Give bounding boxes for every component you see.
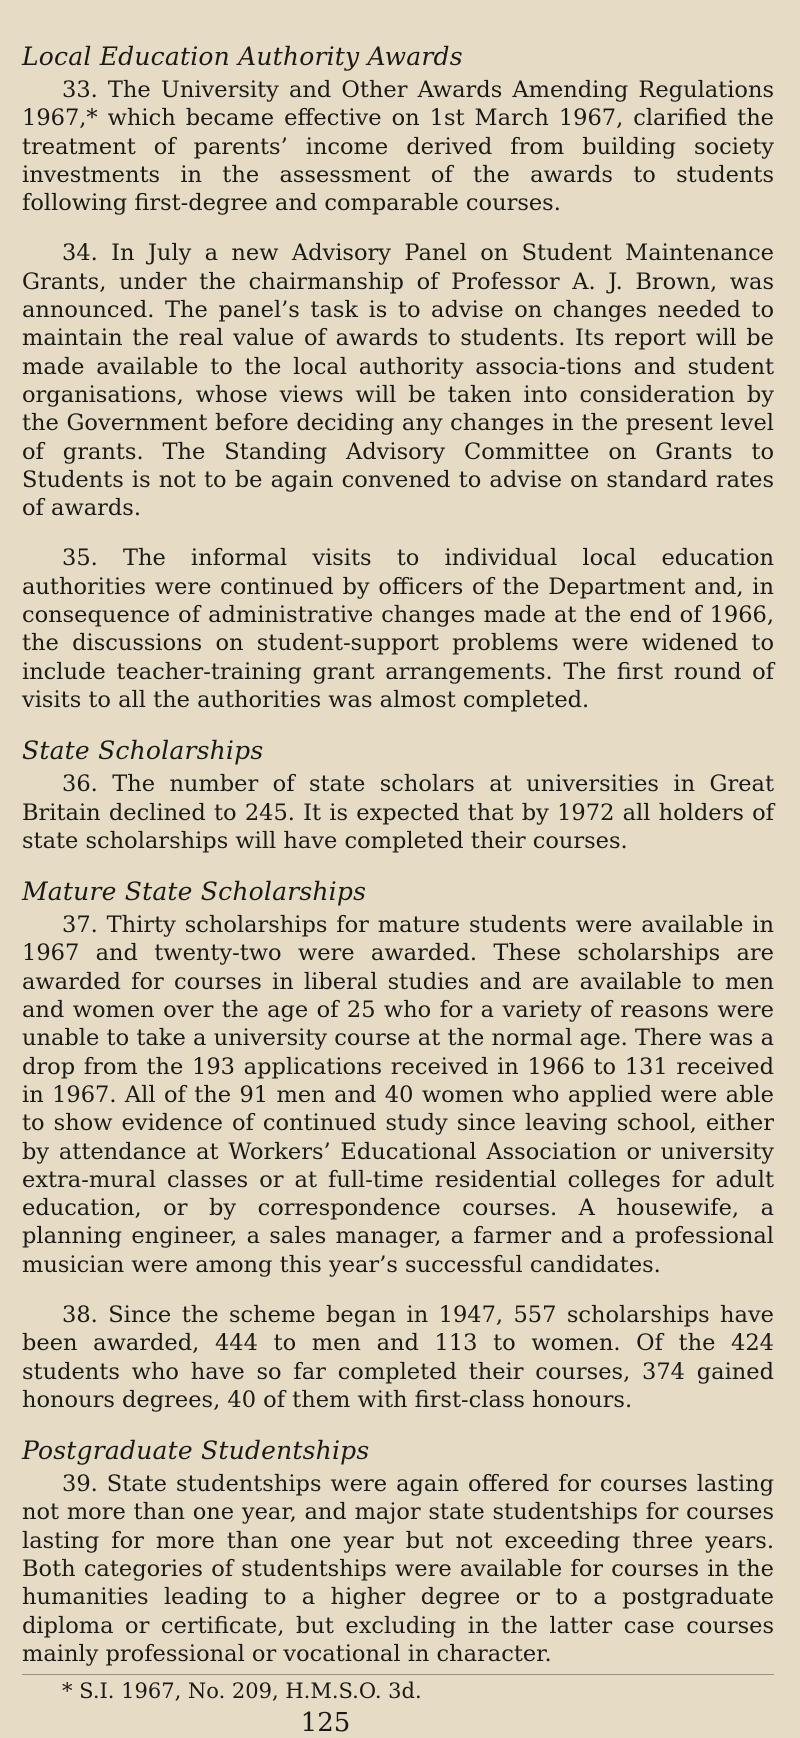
section-heading: Postgraduate Studentships xyxy=(22,1436,370,1466)
paragraph-36: 36. The number of state scholars at universities in Great Britain declined to 245. It is expected that by 1972 all holders of state scholarships will have completed their courses. xyxy=(22,771,774,854)
page-number: 125 xyxy=(300,1708,351,1738)
paragraph-37: 37. Thirty scholarships for mature students were available in 1967 and twenty-two were awarded. These scholarships are awarded for courses in liberal studies and are available to men and women over the age of 25 who for a variety of reasons were unable to take a university course at the normal age. There was a drop from the 193 applications received in 1966 to 131 received in 1967. All of the 91 men and 40 women who applied were able to show evidence of continued study since leaving school, either by attendance at Workers’ Educational Association or university extra-mural classes or at full-time residential colleges for adult education, or by correspondence courses. A housewife, a planning engineer, a sales manager, a farmer and a professional musician were among this year’s successful candidates. xyxy=(22,912,774,1278)
paragraph-34: 34. In July a new Advisory Panel on Student Maintenance Grants, under the chairmanship of Professor A. J. Brown, was announced. The panel’s task is to advise on changes needed to maintain the real value of awards to students. Its report will be made available to the local authority associa-tions and student organisations, whose views will be taken into consideration by the Government before deciding any changes in the present level of grants. The Standing Advisory Committee on Grants to Students is not to be again convened to advise on standard rates of awards. xyxy=(22,240,774,522)
document-page xyxy=(22,42,774,1738)
paragraph-35: 35. The informal visits to individual local education authorities were continued by officers of the Department and, in consequence of administrative changes made at the end of 1966, the discussions on student-support problems were widened to include teacher-training grant arrangements. The first round of visits to all the authorities was almost completed. xyxy=(22,545,774,713)
footnote: * S.I. 1967, No. 209, H.M.S.O. 3d. xyxy=(62,1679,422,1704)
paragraph-38: 38. Since the scheme began in 1947, 557 scholarships have been awarded, 444 to men and 113 to women. Of the 424 students who have so far completed their courses, 374 gained honours degrees, 40 of them with first-class honours. xyxy=(22,1301,774,1413)
section-heading: Local Education Authority Awards xyxy=(22,42,463,71)
section-local-education-authority-awards xyxy=(22,42,774,714)
section-mature-state-scholarships xyxy=(22,877,774,1414)
section-heading: Mature State Scholarships xyxy=(22,877,367,907)
section-state-scholarships xyxy=(22,736,774,855)
section-heading: State Scholarships xyxy=(22,736,264,766)
paragraph-39: 39. State studentships were again offered for courses lasting not more than one year, and major state studentships for courses lasting for more than one year but not exceeding three years. Both categories of studentships were available for courses in the humanities leading to a higher degree or to a postgraduate diploma or certificate, but excluding in the latter case courses mainly professional or vocational in character. xyxy=(22,1471,774,1667)
paragraph-33: 33. The University and Other Awards Amending Regulations 1967,* which became effective on 1st March 1967, clarified the treatment of parents’ income derived from building society investments in the assessment of the awards to students following first-degree and comparable courses. xyxy=(22,77,774,217)
section-postgraduate-studentships xyxy=(22,1436,774,1668)
footnote-divider xyxy=(22,1674,774,1675)
